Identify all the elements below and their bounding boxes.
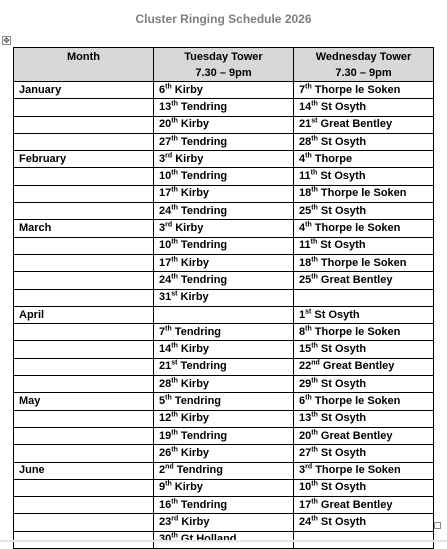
- date-suffix: th: [171, 169, 178, 177]
- table-row: [14, 358, 434, 375]
- date-number: 7: [159, 325, 166, 338]
- date-number: 21: [159, 360, 172, 373]
- wednesday-cell[interactable]: [294, 99, 434, 116]
- date-suffix: th: [310, 169, 318, 177]
- wednesday-cell[interactable]: [294, 358, 434, 375]
- tower-name: Great Bentley: [320, 498, 393, 511]
- date-number: 17: [299, 498, 312, 511]
- tower-name: Thorpe le Soken: [314, 83, 401, 96]
- date-number: 21: [299, 118, 312, 131]
- table-row: [14, 306, 434, 323]
- date-suffix: th: [311, 100, 318, 108]
- table-row: [14, 203, 434, 220]
- schedule-table: [13, 47, 434, 549]
- tuesday-cell[interactable]: [154, 254, 294, 271]
- tuesday-cell[interactable]: [154, 410, 294, 427]
- date-suffix: th: [305, 221, 312, 229]
- table-row: [14, 427, 434, 444]
- table-row: [14, 237, 434, 254]
- date-suffix: th: [171, 446, 178, 454]
- tower-name: Great Bentley: [320, 429, 393, 442]
- month-cell[interactable]: [14, 324, 154, 341]
- date-suffix: th: [171, 411, 178, 419]
- date-suffix: th: [171, 186, 178, 194]
- tower-name: Great Bentley: [320, 273, 393, 286]
- document-title: Cluster Ringing Schedule 2026: [135, 12, 312, 26]
- date-suffix: th: [171, 238, 178, 246]
- tower-name: St Osyth: [320, 377, 367, 390]
- date-number: 27: [299, 446, 312, 459]
- tuesday-cell[interactable]: [154, 358, 294, 375]
- tower-name: Kirby: [180, 291, 209, 304]
- header-wednesday-line2: 7.30 – 9pm: [335, 67, 392, 79]
- date-number: 13: [299, 412, 312, 425]
- table-row: [14, 272, 434, 289]
- date-number: 5: [159, 394, 166, 407]
- date-number: 7: [299, 83, 306, 96]
- tower-name: St Osyth: [320, 516, 367, 529]
- tower-name: St Osyth: [320, 412, 367, 425]
- table-row: [14, 168, 434, 185]
- date-number: 25: [299, 273, 312, 286]
- wednesday-cell[interactable]: [294, 168, 434, 185]
- tuesday-cell[interactable]: [154, 203, 294, 220]
- date-suffix: st: [171, 290, 178, 298]
- wednesday-cell[interactable]: [294, 289, 434, 306]
- date-number: 18: [299, 187, 312, 200]
- wednesday-cell[interactable]: [294, 376, 434, 393]
- tower-name: Kirby: [181, 516, 210, 529]
- date-suffix: th: [311, 428, 318, 436]
- date-number: 28: [299, 135, 312, 148]
- date-suffix: th: [171, 377, 178, 385]
- date-suffix: th: [305, 82, 312, 90]
- wednesday-cell[interactable]: [294, 254, 434, 271]
- wednesday-cell[interactable]: [294, 272, 434, 289]
- tower-name: Kirby: [174, 83, 203, 96]
- tower-name: Thorpe le Soken: [320, 256, 407, 269]
- month-cell[interactable]: [14, 168, 154, 185]
- table-row: [14, 254, 434, 271]
- schedule-body: [14, 82, 434, 549]
- wednesday-cell[interactable]: [294, 237, 434, 254]
- month-cell[interactable]: [14, 203, 154, 220]
- wednesday-cell[interactable]: [294, 306, 434, 323]
- tower-name: St Osyth: [320, 170, 366, 183]
- wednesday-cell[interactable]: [294, 116, 434, 133]
- date-suffix: th: [171, 100, 178, 108]
- header-tuesday-line1: Tuesday Tower: [184, 51, 263, 63]
- tuesday-cell[interactable]: [154, 99, 294, 116]
- date-number: 18: [299, 256, 312, 269]
- resize-handle[interactable]: [434, 522, 441, 529]
- tuesday-cell[interactable]: [154, 393, 294, 410]
- month-cell[interactable]: [14, 341, 154, 358]
- date-number: 3: [159, 152, 166, 165]
- tower-name: Kirby: [174, 481, 203, 494]
- header-tuesday-line2: 7.30 – 9pm: [195, 67, 252, 79]
- tuesday-cell[interactable]: [154, 272, 294, 289]
- table-row: [14, 497, 434, 514]
- month-cell[interactable]: [14, 133, 154, 150]
- table-row: [14, 341, 434, 358]
- date-suffix: th: [311, 411, 318, 419]
- wednesday-cell[interactable]: [294, 341, 434, 358]
- date-suffix: th: [305, 152, 312, 160]
- date-number: 17: [159, 187, 172, 200]
- wednesday-cell[interactable]: [294, 185, 434, 202]
- date-number: 10: [159, 170, 172, 183]
- tower-name: Kirby: [180, 377, 210, 390]
- date-number: 11: [299, 170, 311, 183]
- date-suffix: th: [311, 377, 318, 385]
- tower-name: Kirby: [180, 412, 210, 425]
- tower-name: Tendring: [180, 135, 228, 148]
- tower-name: Thorpe le Soken: [314, 325, 401, 338]
- tuesday-cell[interactable]: [154, 185, 294, 202]
- date-suffix: th: [171, 255, 178, 263]
- tuesday-cell[interactable]: [154, 289, 294, 306]
- date-number: 1: [299, 308, 306, 321]
- tower-name: Kirby: [180, 118, 210, 131]
- tuesday-cell[interactable]: [154, 168, 294, 185]
- tower-name: St Osyth: [320, 135, 367, 148]
- table-row: [14, 151, 434, 168]
- date-suffix: th: [171, 428, 178, 436]
- tuesday-cell[interactable]: [154, 445, 294, 462]
- date-number: 10: [159, 239, 172, 252]
- header-wednesday: [294, 48, 434, 82]
- date-number: 26: [159, 446, 172, 459]
- date-number: 20: [299, 429, 312, 442]
- table-row: [14, 185, 434, 202]
- month-cell[interactable]: [14, 376, 154, 393]
- date-suffix: th: [311, 480, 318, 488]
- tower-name: Thorpe le Soken: [314, 394, 401, 407]
- date-number: 29: [299, 377, 312, 390]
- table-row: [14, 99, 434, 116]
- date-suffix: nd: [311, 359, 320, 367]
- tuesday-cell[interactable]: [154, 237, 294, 254]
- tower-name: Tendring: [180, 100, 228, 113]
- date-number: 17: [159, 256, 172, 269]
- date-number: 24: [299, 516, 312, 529]
- date-number: 25: [299, 204, 312, 217]
- month-cell[interactable]: March: [14, 220, 154, 237]
- tower-name: Thorpe le Soken: [314, 222, 401, 235]
- date-suffix: th: [311, 498, 318, 506]
- date-number: 13: [159, 100, 172, 113]
- wednesday-cell[interactable]: [294, 497, 434, 514]
- date-suffix: th: [171, 498, 178, 506]
- date-number: 2: [159, 464, 166, 477]
- tuesday-cell[interactable]: [154, 341, 294, 358]
- tower-name: St Osyth: [320, 446, 367, 459]
- date-suffix: th: [165, 480, 172, 488]
- date-suffix: th: [310, 238, 318, 246]
- month-cell[interactable]: [14, 427, 154, 444]
- wednesday-cell[interactable]: [294, 82, 434, 99]
- tower-name: St Osyth: [320, 100, 367, 113]
- tuesday-cell[interactable]: [154, 376, 294, 393]
- date-suffix: th: [311, 255, 318, 263]
- month-cell[interactable]: [14, 254, 154, 271]
- month-cell[interactable]: [14, 185, 154, 202]
- date-suffix: th: [171, 204, 178, 212]
- wednesday-cell[interactable]: [294, 514, 434, 531]
- month-cell[interactable]: [14, 99, 154, 116]
- date-suffix: th: [311, 204, 318, 212]
- move-handle-icon[interactable]: ✥: [3, 36, 10, 45]
- date-number: 27: [159, 135, 172, 148]
- wednesday-cell[interactable]: [294, 462, 434, 479]
- date-number: 15: [299, 343, 312, 356]
- date-suffix: th: [165, 394, 172, 402]
- tower-name: St Osyth: [314, 308, 360, 321]
- tower-name: Kirby: [180, 343, 210, 356]
- date-suffix: th: [171, 273, 178, 281]
- month-cell[interactable]: May: [14, 393, 154, 410]
- tuesday-cell[interactable]: [154, 116, 294, 133]
- table-row: [14, 116, 434, 133]
- date-number: 24: [159, 273, 172, 286]
- wednesday-cell[interactable]: [294, 427, 434, 444]
- date-suffix: th: [171, 342, 178, 350]
- month-cell[interactable]: [14, 272, 154, 289]
- date-suffix: th: [165, 325, 172, 333]
- tower-name: St Osyth: [320, 481, 367, 494]
- wednesday-cell[interactable]: [294, 151, 434, 168]
- date-number: 10: [299, 481, 312, 494]
- month-cell[interactable]: [14, 116, 154, 133]
- table-row: [14, 324, 434, 341]
- month-cell[interactable]: June: [14, 462, 154, 479]
- date-number: 12: [159, 412, 172, 425]
- date-suffix: th: [171, 117, 178, 125]
- date-suffix: th: [311, 446, 318, 454]
- wednesday-cell[interactable]: [294, 133, 434, 150]
- date-suffix: th: [165, 82, 172, 90]
- header-row: [14, 48, 434, 82]
- tower-name: Kirby: [175, 152, 204, 165]
- table-row: [14, 479, 434, 496]
- date-number: 16: [159, 498, 172, 511]
- tower-name: Tendring: [180, 360, 227, 373]
- date-suffix: th: [171, 134, 178, 142]
- tower-name: Great Bentley: [322, 360, 395, 373]
- date-number: 4: [299, 152, 306, 165]
- date-number: 6: [299, 394, 306, 407]
- date-number: 31: [159, 291, 172, 304]
- tower-name: Kirby: [180, 187, 210, 200]
- wednesday-cell[interactable]: [294, 410, 434, 427]
- month-cell[interactable]: [14, 410, 154, 427]
- month-cell[interactable]: February: [14, 151, 154, 168]
- table-row: [14, 133, 434, 150]
- header-tuesday: [154, 48, 294, 82]
- tuesday-cell[interactable]: [154, 497, 294, 514]
- tower-name: Tendring: [180, 429, 228, 442]
- wednesday-cell[interactable]: [294, 203, 434, 220]
- table-row: [14, 445, 434, 462]
- table-row: [14, 514, 434, 531]
- date-suffix: th: [311, 342, 318, 350]
- date-number: 4: [299, 222, 306, 235]
- tower-name: St Osyth: [320, 204, 367, 217]
- date-suffix: rd: [165, 152, 173, 160]
- tower-name: Tendring: [180, 273, 228, 286]
- tower-name: St Osyth: [320, 343, 367, 356]
- tower-name: Kirby: [180, 446, 210, 459]
- tower-name: Tendring: [180, 498, 228, 511]
- wednesday-cell[interactable]: [294, 220, 434, 237]
- month-cell[interactable]: [14, 445, 154, 462]
- tuesday-cell[interactable]: [154, 514, 294, 531]
- tower-name: Tendring: [174, 394, 222, 407]
- date-number: 9: [159, 481, 166, 494]
- header-month: [14, 48, 154, 82]
- wednesday-cell[interactable]: [294, 479, 434, 496]
- table-row: [14, 376, 434, 393]
- date-suffix: nd: [165, 463, 174, 471]
- tower-name: Thorpe: [314, 152, 353, 165]
- tuesday-cell[interactable]: [154, 151, 294, 168]
- month-cell[interactable]: April: [14, 306, 154, 323]
- wednesday-cell[interactable]: [294, 445, 434, 462]
- tuesday-cell[interactable]: [154, 82, 294, 99]
- date-number: 19: [159, 429, 172, 442]
- date-number: 22: [299, 360, 312, 373]
- table-row: [14, 462, 434, 479]
- date-number: 3: [299, 464, 306, 477]
- tuesday-cell[interactable]: [154, 427, 294, 444]
- date-number: 20: [159, 118, 172, 131]
- date-suffix: st: [305, 307, 312, 315]
- tower-name: Tendring: [180, 204, 228, 217]
- tuesday-cell[interactable]: [154, 462, 294, 479]
- date-number: 23: [159, 516, 172, 529]
- date-number: 6: [159, 83, 166, 96]
- tower-name: Tendring: [176, 464, 223, 477]
- date-number: 24: [159, 204, 172, 217]
- tower-name: Tendring: [180, 170, 228, 183]
- tower-name: Thorpe le Soken: [320, 187, 407, 200]
- tower-name: Tendring: [174, 325, 222, 338]
- date-suffix: th: [171, 532, 178, 540]
- tower-name: Tendring: [180, 239, 228, 252]
- date-suffix: th: [311, 515, 318, 523]
- table-row: [14, 82, 434, 99]
- tuesday-cell[interactable]: [154, 479, 294, 496]
- header-month-line1: Month: [67, 51, 100, 63]
- date-number: 11: [299, 239, 311, 252]
- date-number: 14: [299, 100, 312, 113]
- date-suffix: st: [171, 359, 178, 367]
- month-cell[interactable]: [14, 497, 154, 514]
- table-row: [14, 220, 434, 237]
- date-number: 28: [159, 377, 172, 390]
- month-cell[interactable]: [14, 479, 154, 496]
- month-cell[interactable]: [14, 289, 154, 306]
- date-suffix: th: [305, 325, 312, 333]
- tower-name: Kirby: [175, 222, 204, 235]
- tuesday-cell[interactable]: [154, 306, 294, 323]
- date-suffix: th: [311, 186, 318, 194]
- table-row: [14, 289, 434, 306]
- table-row: [14, 410, 434, 427]
- date-suffix: rd: [171, 515, 179, 523]
- tuesday-cell[interactable]: [154, 133, 294, 150]
- tower-name: Kirby: [180, 256, 210, 269]
- wednesday-cell[interactable]: [294, 393, 434, 410]
- date-suffix: th: [305, 394, 312, 402]
- wednesday-cell[interactable]: [294, 324, 434, 341]
- date-suffix: rd: [165, 221, 173, 229]
- date-number: 3: [159, 222, 166, 235]
- header-wednesday-line1: Wednesday Tower: [315, 51, 412, 63]
- month-cell[interactable]: January: [14, 82, 154, 99]
- date-number: 14: [159, 343, 172, 356]
- tower-name: Thorpe le Soken: [315, 464, 401, 477]
- month-cell[interactable]: [14, 358, 154, 375]
- date-suffix: th: [311, 273, 318, 281]
- date-suffix: rd: [305, 463, 313, 471]
- month-cell[interactable]: [14, 237, 154, 254]
- tower-name: Great Bentley: [320, 118, 393, 131]
- date-suffix: st: [311, 117, 318, 125]
- tuesday-cell[interactable]: [154, 324, 294, 341]
- table-row: [14, 393, 434, 410]
- date-suffix: th: [311, 134, 318, 142]
- tuesday-cell[interactable]: [154, 220, 294, 237]
- date-number: 8: [299, 325, 306, 338]
- month-cell[interactable]: [14, 514, 154, 531]
- tower-name: St Osyth: [320, 239, 366, 252]
